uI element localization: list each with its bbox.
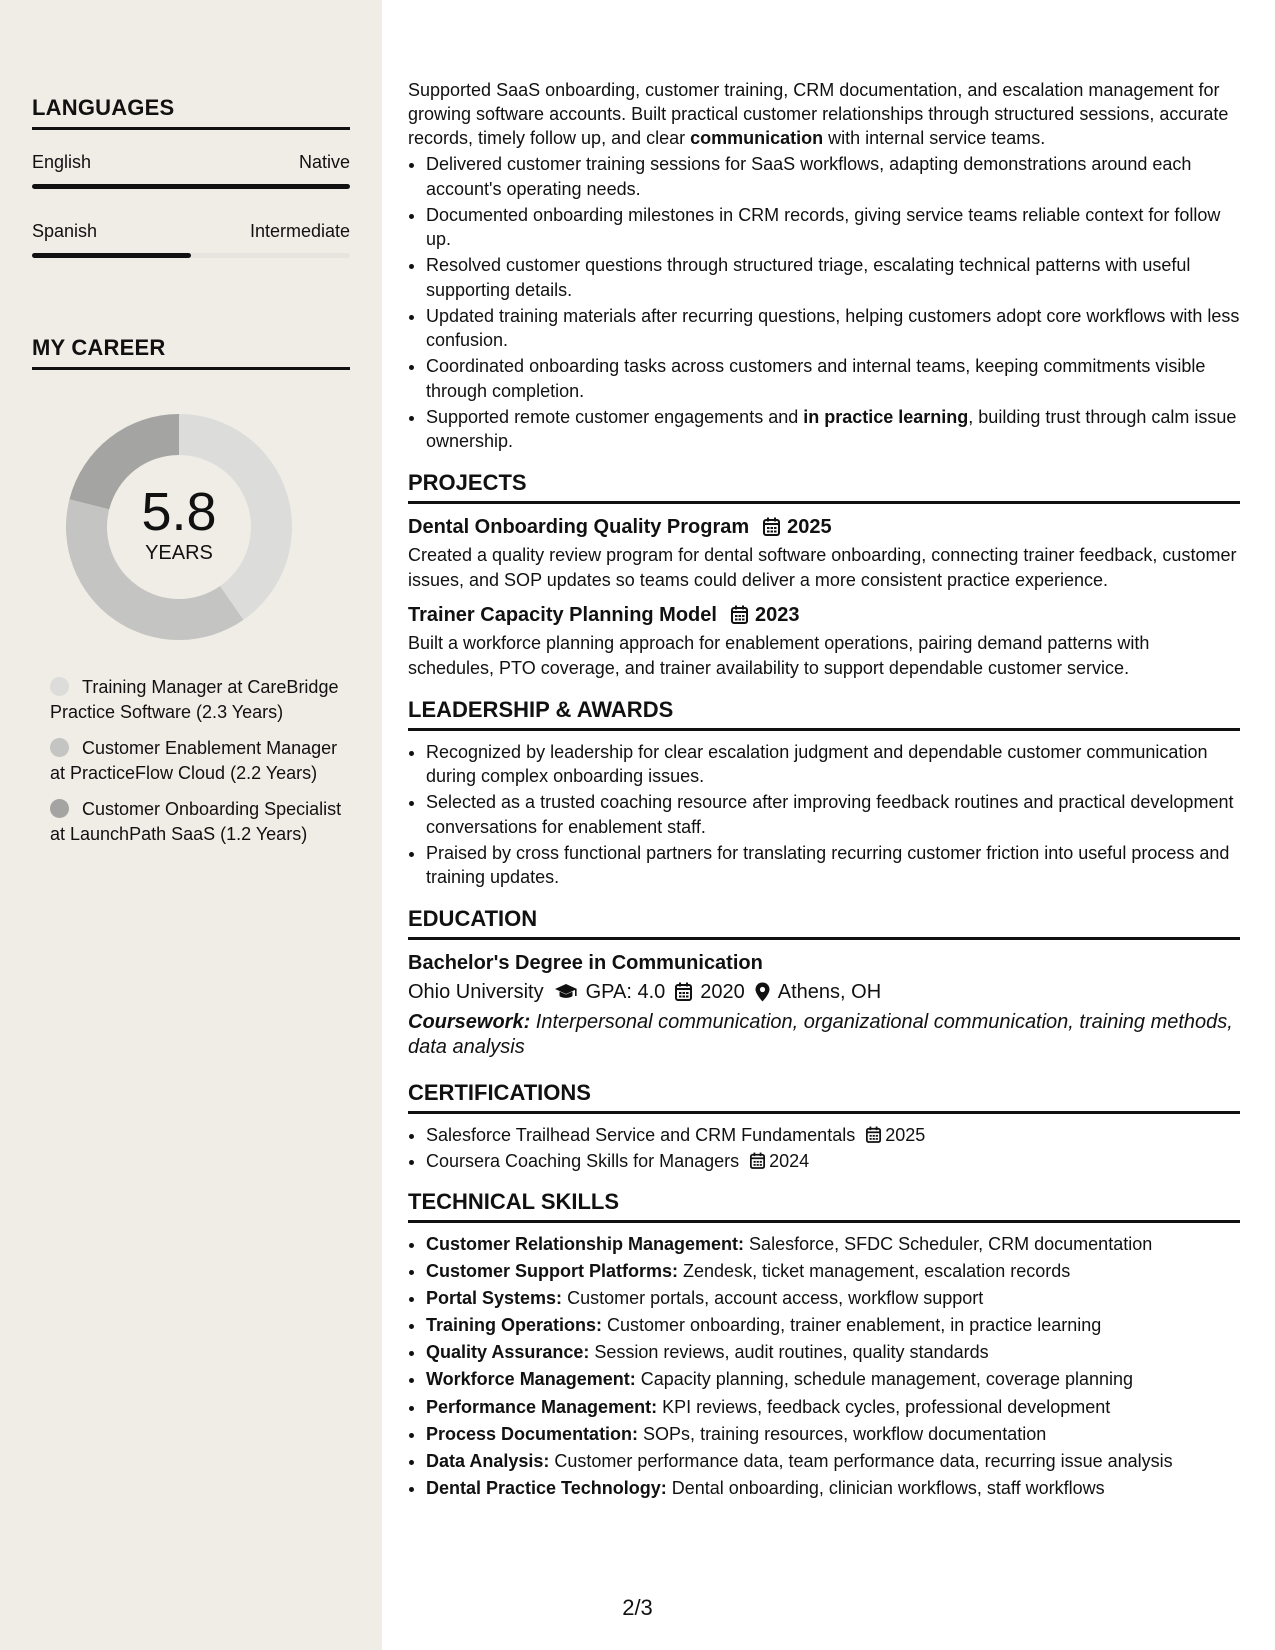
skill-label: Training Operations: <box>426 1315 603 1336</box>
education-meta <box>408 977 1240 1007</box>
certification-name: • Salesforce Trailhead Service and CRM Fundamentals <box>426 1124 856 1145</box>
language-proficiency-fill <box>32 184 350 189</box>
summary-end: with internal service teams. <box>823 128 1046 148</box>
skill-item <box>426 1422 1240 1447</box>
skill-value: Customer onboarding, trainer enablement, in practice learning <box>602 1315 1102 1336</box>
skill-label: Workforce Management: <box>426 1369 636 1390</box>
career-legend-item <box>50 797 350 846</box>
language-proficiency-bar <box>32 253 350 258</box>
skill-label: Data Analysis: <box>426 1450 550 1471</box>
page-number-text: 2/3 <box>622 1595 653 1620</box>
skill-value: SOPs, training resources, workflow documentation <box>638 1423 1047 1444</box>
experience-bullet: • Delivered customer training sessions for SaaS workflows, adapting demonstrations around each account's operating needs. <box>426 152 1240 201</box>
calendar-icon <box>731 605 748 624</box>
language-level: Intermediate <box>249 221 350 241</box>
experience-bullet <box>426 405 1240 454</box>
skill-item <box>426 1286 1240 1311</box>
bullet-text: , building trust through calm issue ownership. <box>426 406 1237 451</box>
language-name: English <box>32 152 92 172</box>
skill-value: Dental onboarding, clinician workflows, staff workflows <box>666 1477 1105 1498</box>
career-legend <box>50 675 350 858</box>
leadership-heading: LEADERSHIP & AWARDS <box>408 697 1240 731</box>
skill-label: Dental Practice Technology: <box>426 1477 667 1498</box>
legend-label: Customer Enablement Manager at PracticeFlow Cloud (2.2 Years) <box>50 738 338 783</box>
leadership-bullet: • Selected as a trusted coaching resource after improving feedback routines and practical development conversations for enablement staff. <box>426 790 1240 839</box>
skill-value: KPI reviews, feedback cycles, professional development <box>657 1396 1111 1417</box>
calendar-icon <box>763 517 780 536</box>
education-year: 2020 <box>700 980 745 1003</box>
skill-item <box>426 1367 1240 1392</box>
certification-list <box>408 1123 1240 1174</box>
experience-bullet: • Updated training materials after recurring questions, helping customers adopt core workflows with less confusion. <box>426 304 1240 353</box>
experience-bullet: • Coordinated onboarding tasks across customers and internal teams, keeping commitments visible through completion. <box>426 354 1240 403</box>
languages-heading: LANGUAGES <box>32 95 350 130</box>
skill-label: Performance Management: <box>426 1396 658 1417</box>
map-pin-icon <box>755 982 770 1002</box>
skill-value: Salesforce, SFDC Scheduler, CRM documentation <box>744 1234 1153 1254</box>
leadership-bullets <box>408 740 1240 890</box>
career-legend-item <box>50 675 350 724</box>
career-total-unit: YEARS <box>145 541 213 564</box>
language-proficiency-fill <box>32 253 191 258</box>
technical-skills-heading: TECHNICAL SKILLS <box>408 1189 1240 1223</box>
bullet-bold: in practice learning <box>803 406 969 427</box>
skill-value: Customer performance data, team performance data, recurring issue analysis <box>549 1450 1173 1471</box>
summary-bold: communication <box>690 128 824 148</box>
education-location: Athens, OH <box>777 980 882 1003</box>
donut-center <box>66 414 292 640</box>
skill-label: Customer Support Platforms: <box>426 1261 679 1282</box>
calendar-icon <box>866 1126 881 1143</box>
coursework-label: Coursework: <box>408 1010 531 1033</box>
skill-item <box>426 1395 1240 1420</box>
certification-name: • Coursera Coaching Skills for Managers <box>426 1150 740 1171</box>
skill-item <box>426 1340 1240 1365</box>
experience-bullets <box>408 152 1240 454</box>
project-name: Trainer Capacity Planning Model <box>408 603 717 626</box>
language-level: Native <box>298 152 350 172</box>
technical-skills-section <box>408 1189 1240 1500</box>
legend-label: Training Manager at CareBridge Practice Software (2.3 Years) <box>50 677 339 722</box>
summary-text: Supported SaaS onboarding, customer training, CRM documentation, and escalation management for growing software accounts. Built practical customer relationships through structured sessions, accurate records, timely follow up, and clear <box>408 80 1229 148</box>
language-proficiency-bar <box>32 184 350 189</box>
education-heading: EDUCATION <box>408 906 1240 940</box>
project-year: 2023 <box>754 603 800 626</box>
bullet-text: Supported remote customer engagements and <box>426 406 804 427</box>
legend-label: Customer Onboarding Specialist at LaunchPath SaaS (1.2 Years) <box>50 799 342 844</box>
calendar-icon <box>750 1152 765 1169</box>
legend-dot <box>50 677 69 696</box>
skill-item <box>426 1449 1240 1474</box>
career-heading: MY CAREER <box>32 335 350 370</box>
projects-heading: PROJECTS <box>408 470 1240 504</box>
skill-value: Session reviews, audit routines, quality standards <box>589 1342 989 1363</box>
skill-label: Quality Assurance: <box>426 1342 590 1363</box>
language-row-spanish <box>32 221 350 242</box>
main-content <box>408 78 1240 1503</box>
career-legend-item <box>50 736 350 785</box>
sidebar <box>0 0 382 1650</box>
project-description: Built a workforce planning approach for enablement operations, pairing demand patterns with schedules, PTO coverage, and trainer availability to support dependable customer service. <box>408 632 1150 678</box>
skill-item <box>426 1259 1240 1284</box>
certifications-heading: CERTIFICATIONS <box>408 1080 1240 1114</box>
skill-value: Customer portals, account access, workflow support <box>562 1288 984 1309</box>
skill-label: Process Documentation: <box>426 1423 639 1444</box>
leadership-bullet: • Recognized by leadership for clear escalation judgment and dependable customer communication during complex onboarding issues. <box>426 740 1240 789</box>
experience-bullet: • Resolved customer questions through structured triage, escalating technical patterns with useful supporting details. <box>426 253 1240 302</box>
skill-item <box>426 1232 1240 1257</box>
language-name: Spanish <box>32 221 98 241</box>
career-total-years: 5.8 <box>141 481 217 542</box>
skill-value: Zendesk, ticket management, escalation records <box>678 1261 1071 1282</box>
legend-dot <box>50 799 69 818</box>
page-number <box>0 1595 1275 1621</box>
education-coursework <box>408 1010 1240 1060</box>
project-description: Created a quality review program for dental software onboarding, connecting trainer feedback, customer issues, and SOP updates so teams could deliver a more consistent practice experience. <box>408 544 1237 590</box>
skill-label: Customer Relationship Management: <box>426 1234 745 1254</box>
legend-dot <box>50 738 69 757</box>
experience-summary <box>408 78 1240 150</box>
leadership-bullet: • Praised by cross functional partners for translating recurring customer friction into useful process and training updates. <box>426 841 1240 890</box>
coursework-text: Interpersonal communication, organizational communication, training methods, data analysis <box>408 1010 1233 1058</box>
education-school: Ohio University <box>408 980 544 1003</box>
skill-value: Capacity planning, schedule management, coverage planning <box>635 1369 1134 1390</box>
experience-bullet: • Documented onboarding milestones in CRM records, giving service teams reliable context for follow up. <box>426 203 1240 252</box>
skill-label: Portal Systems: <box>426 1288 563 1309</box>
skill-item <box>426 1313 1240 1338</box>
certification-item <box>426 1123 1240 1148</box>
certification-year: 2025 <box>885 1124 926 1145</box>
education-degree: Bachelor's Degree in Communication <box>408 951 763 974</box>
skills-list <box>408 1232 1240 1500</box>
project-year: 2025 <box>787 515 832 538</box>
language-row-english <box>32 152 350 173</box>
project-title <box>408 601 1240 629</box>
skill-item <box>426 1476 1240 1501</box>
career-donut-chart <box>66 414 292 640</box>
calendar-icon <box>675 982 692 1001</box>
certification-year: 2024 <box>769 1150 810 1171</box>
project-name: Dental Onboarding Quality Program <box>408 515 750 538</box>
project-title <box>408 513 1240 541</box>
certification-item <box>426 1149 1240 1174</box>
education-gpa: GPA: 4.0 <box>585 980 666 1003</box>
graduation-cap-icon <box>554 983 578 1001</box>
